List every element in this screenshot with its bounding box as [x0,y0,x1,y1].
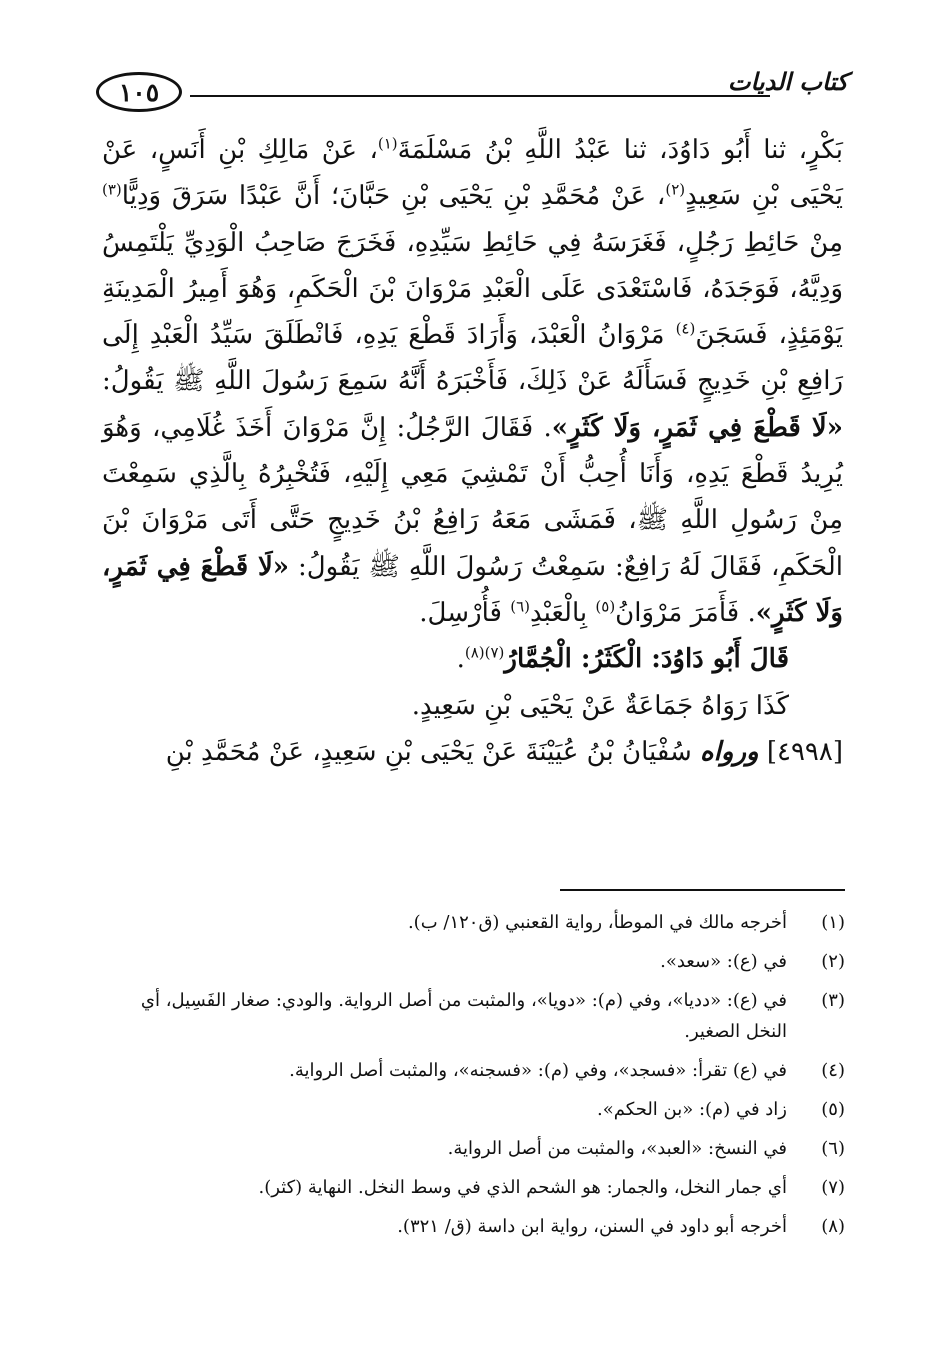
narration-marker: ورواه [700,736,759,767]
footnote-reference: (٧) [484,643,505,662]
footnote-number: (٥) [821,1099,845,1120]
text-segment: . فَأَمَرَ مَرْوَانُ [615,597,756,628]
footnote-reference: (٤) [675,319,696,338]
footnote-text: في النسخ: «العبد»، والمثبت من أصل الرواية. [447,1138,787,1159]
footnote-number: (١) [821,912,845,933]
text-segment: بَكْرٍ، ثنا أَبُو دَاوُدَ، ثنا عَبْدُ اللَّهِ بْنُ مَسْلَمَةَ [397,135,843,165]
footnote-number: (٣) [821,990,845,1011]
footnote-item [104,1172,845,1203]
book-title: كتاب الديات [727,67,848,96]
footnote-text: في (ع): «دديا»، وفي (م): «دويا»، والمثبت من أصل الرواية. والودي: صغار الفَسِيل، أي النخل الصغير. [140,990,787,1042]
hadith-quote: «لَا قَطْعَ فِي ثَمَرٍ، وَلَا كَثَرٍ» [551,412,843,443]
page-header [96,64,848,124]
footnote-text: أي جمار النخل، والجمار: هو الشحم الذي في وسط النخل. النهاية (كثر). [258,1177,787,1198]
footnote-text: في (ع): «سعد». [660,951,787,972]
footnote-item [104,985,845,1047]
abu-dawud-definition [102,636,843,682]
footnote-separator [560,889,845,891]
footnote-item [104,946,845,977]
text-segment: سُفْيَانُ بْنُ عُيَيْنَةَ عَنْ يَحْيَى بْنِ سَعِيدٍ، عَنْ مُحَمَّدِ بْنِ [165,736,701,767]
footnote-number: (٦) [821,1138,845,1159]
text-segment: مِنْ حَائِطِ رَجُلٍ، فَغَرَسَهُ فِي حَائِطِ سَيِّدِهِ، فَخَرَجَ صَاحِبُ الْوَدِيِّ يَلْتَمِسُ وَدِيَّهُ، فَوَجَدَهُ، فَاسْتَعْدَى عَلَى الْعَبْدِ مَرْوَانَ بْنَ الْحَكَمِ، وَهُوَ أَمِيرُ الْمَدِينَةِ يَوْمَئِذٍ، فَسَجَنَ [102,227,843,351]
text-segment: فَأُرْسِلَ. [419,597,511,628]
text-segment: ، عَنْ مُحَمَّدِ بْنِ يَحْيَى بْنِ حَبَّانَ؛ أَنَّ عَبْدًا سَرَقَ وَدِيًّا [121,181,666,212]
footnote-reference: (٣) [102,180,122,199]
footnote-number: (٢) [821,951,845,972]
hadith-quote: «لَا قَطْعَ فِي ثَمَرٍ، وَلَا كَثَرٍ» [102,551,843,628]
footnote-number: (٤) [821,1060,845,1081]
footnote-reference: (٨) [464,643,485,662]
narration-note [102,683,843,729]
footnote-item [104,907,845,938]
text-segment: ، عَنْ مَالِكِ بْنِ أَنَسٍ، عَنْ يَحْيَى بْنِ سَعِيدٍ [102,135,843,212]
footnote-reference: (١) [377,134,398,153]
footnote-reference: (٥) [595,597,616,616]
hadith-number: [٤٩٩٨] [758,736,843,767]
narration-text: كَذَا رَوَاهُ جَمَاعَةٌ عَنْ يَحْيَى بْنِ سَعِيدٍ. [411,690,789,721]
footnote-item [104,1211,845,1242]
footnote-text: أخرجه مالك في الموطأ، رواية القعنبي (ق١٢٠/ ب). [407,912,787,933]
footnote-reference: (٦) [510,597,530,616]
footnote-text: أخرجه أبو داود في السنن، رواية ابن داسة (ق/ ٣٢١). [397,1216,787,1237]
page-number: ١٠٥ [96,72,182,112]
footnote-number: (٧) [821,1177,845,1198]
footnote-item [104,1094,845,1125]
footnote-text: زاد في (م): «بن الحكم». [597,1099,787,1120]
footnote-item [104,1055,845,1086]
footnotes [104,907,845,1250]
footnote-reference: (٢) [665,180,686,199]
footnote-number: (٨) [821,1216,845,1237]
definition-text: قَالَ أَبُو دَاوُدَ: الْكَثَرُ: الْجُمَّارُ [504,644,789,675]
footnote-item [104,1133,845,1164]
text-segment: بِالْعَبْدِ [530,597,596,628]
text-segment: مَرْوَانُ الْعَبْدَ، وَأَرَادَ قَطْعَ يَدِهِ، فَانْطَلَقَ سَيِّدُ الْعَبْدِ إِلَى رَافِعِ بْنِ خَدِيجٍ فَسَأَلَهُ عَنْ ذَلِكَ، فَأَخْبَرَهُ أَنَّهُ سَمِعَ رَسُولَ اللَّهِ ﷺ يَقُولُ: [102,320,843,397]
hadith-4998 [102,729,843,775]
text-segment: . [456,644,465,675]
hadith-paragraph [102,127,843,636]
footnote-text: في (ع) تقرأ: «فسجد»، وفي (م): «فسجنه»، والمثبت أصل الرواية. [289,1060,787,1081]
main-text [102,127,843,775]
header-rule [190,95,770,97]
text-segment: . فَقَالَ الرَّجُلُ: إِنَّ مَرْوَانَ أَخَذَ غُلَامِي، وَهُوَ يُرِيدُ قَطْعَ يَدِهِ، وَأَنَا أُحِبُّ أَنْ تَمْشِيَ مَعِي إِلَيْهِ، فَتُخْبِرُهُ بِالَّذِي سَمِعْتَ مِنْ رَسُولِ اللَّهِ ﷺ، فَمَشَى مَعَهُ رَافِعُ بْنُ خَدِيجٍ حَتَّى أَتَى مَرْوَانَ بْنَ الْحَكَمِ، فَقَالَ لَهُ رَافِعٌ: سَمِعْتُ رَسُولَ اللَّهِ ﷺ يَقُولُ: [102,412,843,582]
